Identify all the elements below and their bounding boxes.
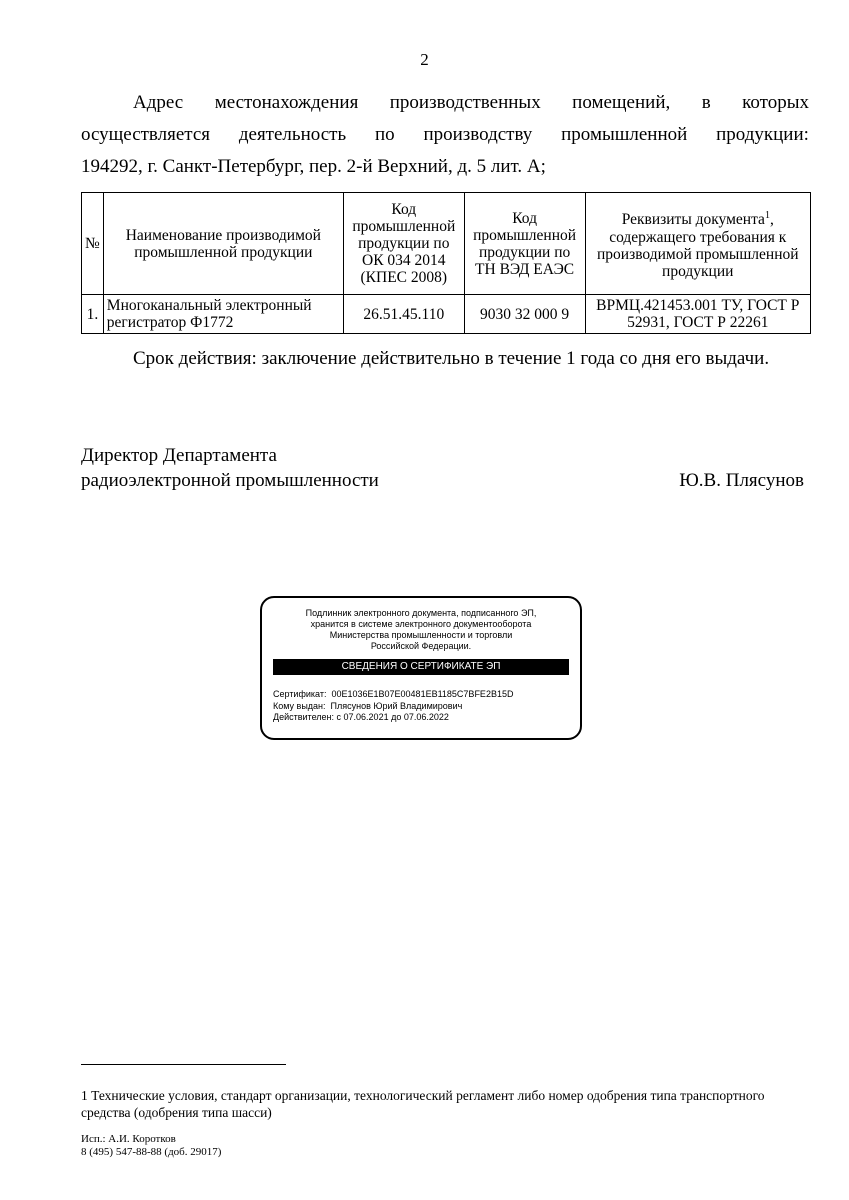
cell-requisites: ВРМЦ.421453.001 ТУ, ГОСТ Р 52931, ГОСТ Р 22261 (585, 295, 810, 334)
footnote-divider (81, 1064, 286, 1065)
header-requisites-text-rest: , содержащего требования к производимой промышленной продукции (596, 211, 799, 280)
valid-value: с 07.06.2021 до 07.06.2022 (336, 712, 449, 722)
address-line-3: 194292, г. Санкт-Петербург, пер. 2-й Верхний, д. 5 лит. А; (81, 156, 546, 177)
cell-name: Многоканальный электронный регистратор Ф1772 (103, 295, 343, 334)
stamp-banner: СВЕДЕНИЯ О СЕРТИФИКАТЕ ЭП (273, 659, 569, 675)
address-word: Адрес (133, 92, 184, 113)
header-num: № (82, 193, 104, 295)
header-tnved: Код промышленной продукции по ТН ВЭД ЕАЭС (464, 193, 585, 295)
digital-signature-stamp (260, 596, 582, 740)
valid-row (273, 712, 513, 724)
address-line-1 (81, 87, 809, 119)
certificate-value: 00E1036E1B07E00481EB1185C7BFE2B15D (331, 689, 514, 699)
address-word: деятельность (238, 124, 347, 145)
header-name: Наименование производимой промышленной продукции (103, 193, 343, 295)
signer-position-line-1: Директор Департамента (81, 445, 277, 466)
footnote: 1 Технические условия, стандарт организации, технологический регламент либо номер одобрения типа транспортного средства (одобрения типа шасси) (81, 1088, 765, 1120)
stamp-header-line: Министерства промышленности и торговли (329, 630, 513, 640)
address-line-2 (81, 119, 809, 151)
address-word: продукции: (716, 124, 809, 145)
address-word: производству (423, 124, 533, 145)
signer-position (81, 443, 379, 493)
issued-to-row (273, 701, 513, 713)
stamp-header-line: Подлинник электронного документа, подписанного ЭП, (305, 608, 537, 618)
address-word: в (701, 92, 711, 113)
address-word: осуществляется (81, 124, 211, 145)
page-number: 2 (420, 50, 429, 69)
address-word: помещений, (572, 92, 671, 113)
footnote-mark: 1 (764, 210, 770, 222)
valid-label: Действителен: (273, 712, 335, 722)
certificate-row (273, 689, 513, 701)
address-word: местонахождения (214, 92, 359, 113)
signer-name: Ю.В. Плясунов (679, 470, 804, 491)
stamp-header-line: Российской Федерации. (370, 641, 472, 651)
address-word: которых (742, 92, 809, 113)
address-word: по (374, 124, 395, 145)
certificate-label: Сертификат: (273, 689, 327, 699)
table-header-row (82, 193, 811, 295)
validity-text: Срок действия: заключение действительно в течение 1 года со дня его выдачи. (133, 348, 770, 369)
stamp-fields (273, 689, 513, 724)
cell-num: 1. (82, 295, 104, 334)
executor-name: Исп.: А.И. Коротков (81, 1133, 176, 1145)
stamp-header-line: хранится в системе электронного документооборота (310, 619, 532, 629)
address-word: производственных (389, 92, 541, 113)
address-word: промышленной (561, 124, 688, 145)
signer-position-line-2: радиоэлектронной промышленности (81, 470, 379, 491)
table-row (82, 295, 811, 334)
products-table (81, 192, 811, 334)
issued-to-value: Плясунов Юрий Владимирович (330, 700, 463, 711)
cell-tnved: 9030 32 000 9 (464, 295, 585, 334)
cell-okpd: 26.51.45.110 (343, 295, 464, 334)
header-requisites-text: Реквизиты документа (621, 211, 765, 229)
header-okpd: Код промышленной продукции по ОК 034 2014 (КПЕС 2008) (343, 193, 464, 295)
address-paragraph (81, 87, 809, 183)
stamp-header (262, 608, 580, 652)
header-requisites (585, 193, 810, 295)
executor-info (81, 1133, 221, 1159)
executor-phone: 8 (495) 547-88-88 (доб. 29017) (81, 1146, 222, 1158)
issued-to-label: Кому выдан: (273, 700, 326, 711)
